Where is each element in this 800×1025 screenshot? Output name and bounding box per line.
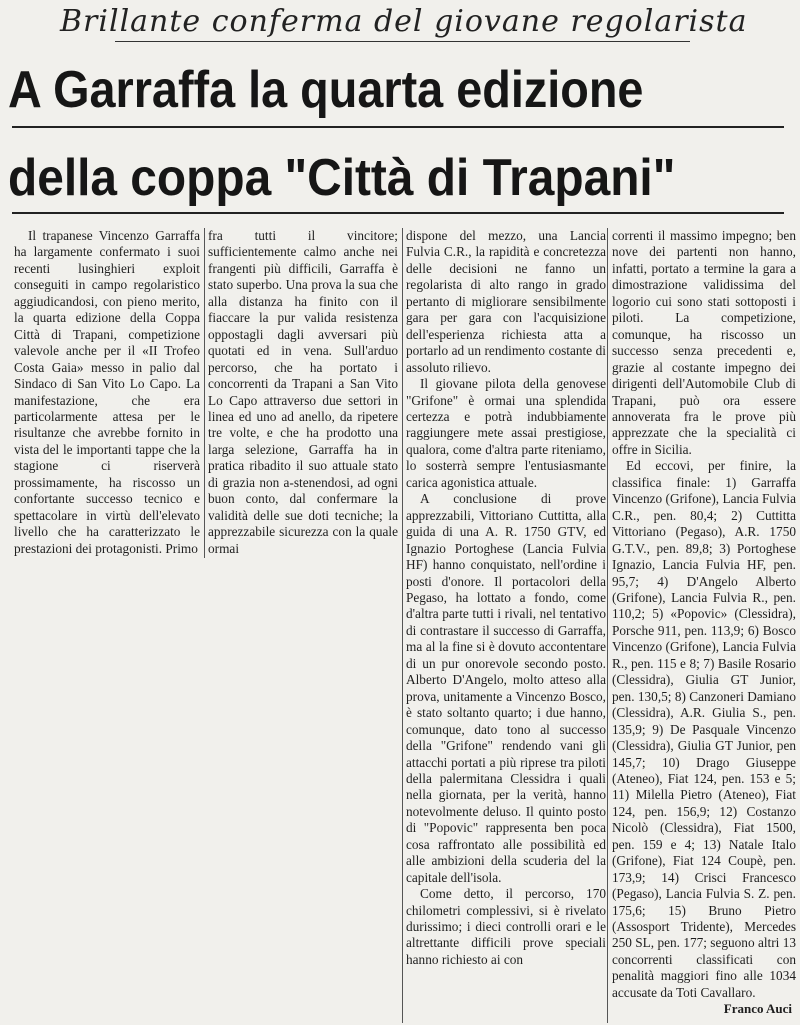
paragraph: Il trapanese Vincenzo Garraffa ha largamente confermato i suoi recenti lusinghieri exploit conseguiti in campo regolaristico aggiudicandosi, con pieno merito, la quarta edizione della Coppa Città di Trapani, competizione valevole anche per il «II Trofeo Costa Gaia» messo in palio dal Sindaco di San Vito Lo Capo. La manifestazione, che era particolarmente attesa per le risultanze che avrebbe fornito in vista del le importanti tappe che la stagione ci riserverà prossimamente, ha riscosso un confortante successo tecnico e spettacolare in virtù dell'elevato livello che ha caratterizzato le prestazioni dei protagonisti. Primo bbox=[14, 228, 200, 556]
paragraph: correnti il massimo impegno; ben nove dei partenti non hanno, infatti, portato a termine la gara a dimostrazione validissima del logorio cui sono stati sottoposti i piloti. La competizione, comunque, ha riscosso un successo senza precedenti e, grazie al costante impegno dei dirigenti dell'Automobile Club di Trapani, può ora essere annoverata fra le prove più apprezzate che la specialità ci offre in Sicilia. bbox=[612, 228, 796, 457]
paragraph: Come detto, il percorso, 170 chilometri complessivi, si è rivelato durissimo; i dieci controlli orari e le altrettante difficili prove speciali hanno richiesto ai con bbox=[406, 886, 606, 967]
paragraph: dispone del mezzo, una Lancia Fulvia C.R., la rapidità e concretezza delle decisioni ne fanno un regolarista di alto rango in grado pertanto di migliorare sensibilmente gara per gara con l'acquisizione dell'esperienza richiesta atta a portarlo ad un rendimento costante di assoluto rilievo. bbox=[406, 228, 606, 375]
headline-rule-1 bbox=[12, 126, 784, 128]
headline-line-2: della coppa "Città di Trapani" bbox=[8, 149, 676, 207]
article-column-1 bbox=[14, 228, 200, 568]
article-column-4 bbox=[612, 228, 796, 1023]
paragraph: fra tutti il vincitore; sufficientemente calmo anche nei frangenti più difficili, Garraffa è stato superbo. Una prova la sua che alla distanza ha finito con il fiaccare la pur valida resistenza oppostagli dagli avversari più quotati ed in vena. Sull'arduo percorso, che ha portato i concorrenti da Trapani a San Vito Lo Capo attraverso due settori in linea ed uno ad anello, da ripetere tre volte, e che ha prodotto una larga selezione, Garraffa ha in pratica ribadito il suo attuale stato di grazia non a-stenendosi, ad ogni buon conto, dal confermare la validità delle sue doti tecniche; la apprezzabile sicurezza con la quale ormai bbox=[208, 228, 398, 556]
article-column-3 bbox=[406, 228, 606, 1023]
byline: Franco Auci bbox=[723, 1001, 792, 1017]
kicker-subtitle: Brillante conferma del giovane regolarista bbox=[60, 4, 748, 39]
article-body bbox=[14, 228, 796, 1023]
kicker-underline bbox=[115, 41, 690, 42]
article-column-2 bbox=[208, 228, 398, 568]
paragraph: A conclusione di prove apprezzabili, Vittoriano Cuttitta, alla guida di una A. R. 1750 GTV, ed Ignazio Portoghese (Lancia Fulvia HF) hanno conquistato, nell'ordine i posti d'onore. Il portacolori della Pegaso, ha lottato a fondo, come d'altra parte tutti i rivali, nel tentativo di contrastare il successo di Garraffa, ma al la fine si è dovuto accontentare di un pur onorevole secondo posto. Alberto D'Angelo, molto atteso alla prova, unitamente a Vincenzo Bosco, è stato soltanto quarto; i due hanno, comunque, dato tono al successo della "Grifone" rendendo vani gli attacchi portati a più riprese tra piloti della palermitana Clessidra i quali nella giornata, per la verità, hanno notevolmente deluso. Il quinto posto di "Popovic" rappresenta ben poca cosa raffrontato alle possibilità ed alle ambizioni della scuderia del la capitale dell'isola. bbox=[406, 491, 606, 885]
headline-line-1: A Garraffa la quarta edizione bbox=[8, 61, 644, 119]
paragraph: Il giovane pilota della genovese "Grifone" è ormai una splendida certezza e potrà indubbiamente raggiungere mete assai prestigiose, qualora, come d'altra parte riteniamo, lo sosterrà sempre l'entusiasmante carica agonistica attuale. bbox=[406, 376, 606, 490]
paragraph: Ed eccovi, per finire, la classifica finale: 1) Garraffa Vincenzo (Grifone), Lancia Fulvia C.R., pen. 80,4; 2) Cuttitta Vittoriano (Pegaso), A.R. 1750 G.T.V., pen. 89,8; 3) Portoghese Ignazio, Lancia Fulvia HF, pen. 95,7; 4) D'Angelo Alberto (Grifone), Lancia Fulvia R., pen. 110,2; 5) «Popovic» (Clessidra), Porsche 911, pen. 113,9; 6) Bosco Vincenzo (Grifone), Lancia Fulvia R., pen. 115 e 8; 7) Basile Rosario (Clessidra), Giulia GT Junior, pen. 130,5; 8) Canzoneri Damiano (Clessidra), A.R. Giulia S., pen. 135,9; 9) De Pasquale Vincenzo (Clessidra), Giulia GT Junior, pen 145,7; 10) Drago Giuseppe (Ateneo), Fiat 124, pen. 153 e 5; 11) Milella Pietro (Ateneo), Fiat 124, pen. 156,9; 12) Costanzo Nicolò (Clessidra), Fiat 1500, pen. 159 e 4; 13) Natale Italo (Grifone), Fiat 124 Coupè, pen. 173,9; 14) Crisci Francesco (Pegaso), Lancia Fulvia S. Z. pen. 175,6; 15) Bruno Pietro (Assosport Tridente), Mercedes 250 SL, pen. 177; seguono altri 13 concorrenti classificati con penalità maggiori fino alle 1034 accusate da Toti Cavallaro. bbox=[612, 458, 796, 1000]
headline-rule-2 bbox=[12, 212, 784, 214]
